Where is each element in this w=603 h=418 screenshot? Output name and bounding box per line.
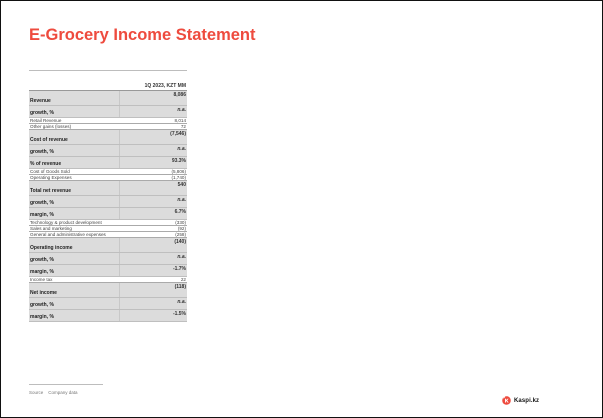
kaspi-logo [502,396,539,405]
table-row [29,298,187,310]
row-value: 6.7% [174,209,186,215]
row-label: Net income [29,283,120,297]
table-row [29,208,187,220]
column-header: 1Q 2023, KZT MM [29,83,187,91]
row-value: (5,806) [171,169,186,174]
row-value: (330) [175,220,186,225]
row-value: 72 [180,124,186,129]
row-label: Total net revenue [29,181,120,195]
source-label: Source [29,390,44,395]
table-row [29,283,187,298]
row-value: 22 [180,277,186,282]
row-value: (92) [177,226,186,231]
table-row [29,106,187,118]
table-row [29,157,187,169]
row-label: Revenue [29,91,120,105]
table-row [29,253,187,265]
row-value: n.a. [177,107,186,113]
kaspi-logo-icon [502,396,511,405]
row-label: General and administrative expenses [30,232,106,237]
row-label: margin, % [29,265,120,276]
table-row [29,130,187,145]
table-row [29,91,187,106]
page-title: E-Grocery Income Statement [29,26,256,44]
row-value: 540 [177,182,186,188]
row-label: growth, % [29,298,120,309]
table-row [29,145,187,157]
row-value: (7,546) [170,131,186,137]
row-value: 8,086 [173,92,186,98]
logo-text: Kaspi.kz [514,397,540,404]
row-label: Retail Revenue [30,118,62,123]
row-label: Cost of Goods Sold [30,169,70,174]
row-value: (1,740) [171,175,186,180]
source-divider [29,384,103,385]
row-value: (140) [174,239,186,245]
row-label: Other gains (losses) [30,124,72,129]
row-label: growth, % [29,253,120,264]
row-value: -1.7% [172,266,186,272]
table-row [29,265,187,277]
row-label: Technology & product development [30,220,102,225]
row-label: Cost of revenue [29,130,120,144]
row-value: (118) [174,284,186,290]
row-label: Income tax [30,277,53,282]
row-label: margin, % [29,310,120,321]
row-value: n.a. [177,254,186,260]
income-statement-table [29,83,187,322]
row-label: growth, % [29,145,120,156]
table-row [29,181,187,196]
row-label: growth, % [29,106,120,117]
row-label: growth, % [29,196,120,207]
table-row [29,196,187,208]
row-value: n.a. [177,146,186,152]
row-value: 93.3% [171,158,186,164]
source-note [29,390,78,395]
table-row [29,310,187,322]
row-value: n.a. [177,197,186,203]
table-row [29,238,187,253]
row-label: % of revenue [29,157,120,168]
row-label: Operating income [29,238,120,252]
row-label: Sales and marketing [30,226,72,231]
row-value: (258) [175,232,186,237]
row-label: Operating Expenses [30,175,72,180]
source-value: Company data [48,390,78,395]
row-value: 8,014 [174,118,186,123]
row-value: -1.5% [172,311,186,317]
top-divider [29,70,187,71]
row-value: n.a. [177,299,186,305]
row-label: margin, % [29,208,120,219]
table-body [29,91,187,322]
